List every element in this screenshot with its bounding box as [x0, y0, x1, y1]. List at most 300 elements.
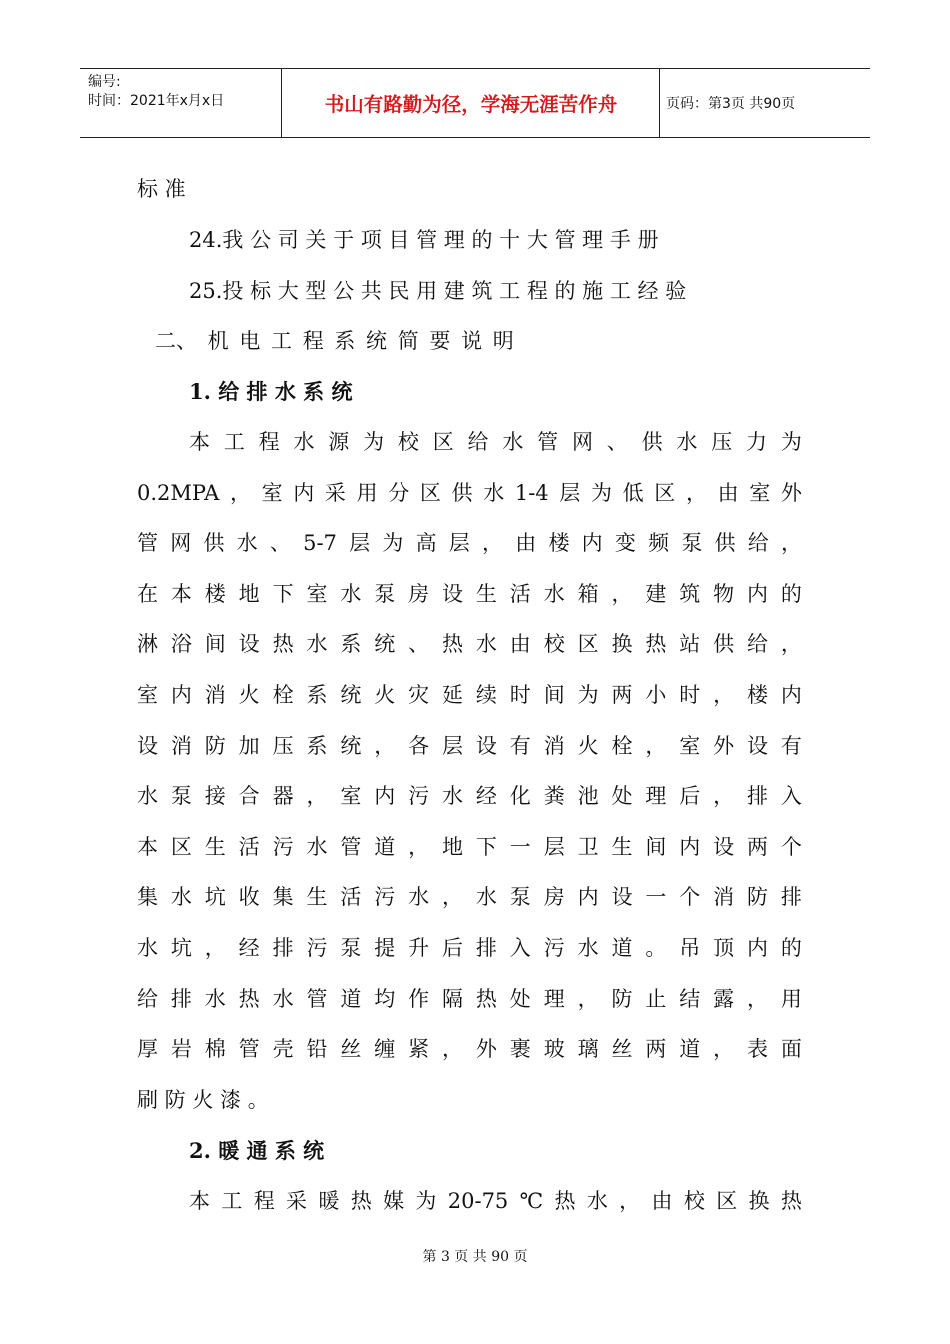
paragraph-glyph: 水 — [137, 936, 158, 960]
paragraph-glyph: 层 — [349, 531, 371, 556]
paragraph-glyph: 管 — [340, 834, 362, 859]
paragraph-glyph: 供 — [203, 531, 225, 556]
paragraph-glyph: 热 — [780, 1189, 802, 1213]
paragraph-glyph: 面 — [780, 1037, 802, 1062]
paragraph-glyph: 房 — [408, 581, 430, 606]
paragraph-glyph: 经 — [475, 784, 497, 809]
paragraph-glyph: 污 — [306, 936, 328, 960]
paragraph-glyph: ， — [645, 733, 667, 758]
paragraph-glyph: 本 — [189, 430, 210, 454]
paragraph-glyph: 升 — [408, 936, 430, 960]
paragraph-glyph: 为 — [415, 1189, 437, 1213]
paragraph-glyph: 时 — [509, 683, 531, 707]
paragraph-glyph: 下 — [272, 581, 294, 606]
paragraph-glyph: ， — [204, 936, 226, 960]
paragraph-glyph: 0.2MPA — [137, 480, 220, 505]
paragraph-glyph: 管 — [238, 1037, 260, 1062]
paragraph-glyph: 层 — [448, 531, 470, 556]
paragraph-glyph: 接 — [204, 784, 226, 809]
paragraph-glyph: 供 — [451, 480, 473, 505]
paragraph-glyph: ， — [619, 1189, 641, 1213]
paragraph-glyph: 水 — [577, 936, 599, 960]
paragraph-glyph: 活 — [509, 581, 531, 606]
paragraph-glyph: 收 — [238, 885, 260, 910]
paragraph-glyph: 换 — [748, 1189, 770, 1213]
paragraph-glyph: 污 — [374, 885, 396, 910]
paragraph-glyph: 生 — [306, 885, 328, 910]
paragraph-glyph: 设 — [713, 834, 735, 859]
paragraph-line — [137, 883, 802, 911]
paragraph-glyph: 两 — [611, 683, 633, 707]
paragraph-line — [137, 1035, 802, 1063]
page-footer: 第 3 页 共 90 页 — [422, 1249, 528, 1265]
paragraph-glyph: 力 — [746, 430, 767, 454]
paragraph-glyph: 水 — [408, 885, 430, 910]
paragraph-glyph: ℃ — [519, 1189, 544, 1213]
paragraph-glyph: 由 — [651, 1189, 673, 1213]
paragraph-glyph: 道 — [611, 936, 633, 960]
paragraph-glyph: 两 — [747, 834, 769, 859]
paragraph-glyph: 区 — [654, 480, 676, 505]
paragraph-glyph: 的 — [780, 581, 802, 606]
paragraph-glyph: 铅 — [306, 1037, 328, 1062]
paragraph-glyph: 水 — [306, 834, 328, 859]
paragraph-glyph: 换 — [611, 632, 633, 657]
paragraph-glyph: 坑 — [204, 885, 226, 910]
paragraph-glyph: 压 — [711, 430, 733, 454]
paragraph-glyph: 活 — [238, 834, 260, 859]
paragraph-glyph: 内 — [293, 480, 315, 505]
paragraph-glyph: 由 — [509, 632, 531, 657]
paragraph-glyph: 丝 — [340, 1037, 362, 1062]
paragraph-glyph: 外 — [475, 1037, 497, 1062]
paragraph-glyph: 栓 — [611, 733, 633, 758]
header-divider-right — [659, 69, 660, 137]
paragraph-glyph: 内 — [581, 531, 603, 556]
paragraph-glyph: ， — [713, 683, 735, 707]
paragraph-glyph: 管 — [137, 531, 158, 556]
line-standard: 标 准 — [137, 177, 186, 201]
paragraph-glyph: 管 — [306, 986, 328, 1011]
paragraph-line — [137, 630, 802, 658]
paragraph-glyph: 程 — [253, 1189, 275, 1213]
paragraph-glyph: 入 — [509, 936, 531, 960]
paragraph-glyph: 统 — [340, 683, 362, 707]
paragraph-glyph: 吊 — [679, 936, 701, 960]
paragraph-glyph: 消 — [543, 733, 565, 758]
paragraph-glyph: 校 — [543, 632, 565, 657]
paragraph-glyph: 室 — [306, 581, 328, 606]
paragraph-glyph: 校 — [683, 1189, 705, 1213]
paragraph-glyph: 内 — [747, 936, 769, 960]
time-label: 时间：2021年x月x日 — [88, 93, 225, 109]
paragraph-glyph: 后 — [442, 936, 464, 960]
paragraph-glyph: 设 — [238, 632, 260, 657]
paragraph-glyph: 水 — [502, 430, 524, 454]
document-header — [80, 68, 870, 138]
paragraph-line — [137, 782, 802, 810]
paragraph-glyph: 下 — [475, 834, 497, 859]
paragraph-glyph: 一 — [645, 885, 667, 910]
paragraph-glyph: 璃 — [577, 1037, 599, 1062]
paragraph-glyph: 用 — [780, 986, 802, 1011]
paragraph-glyph: 作 — [408, 986, 430, 1011]
paragraph-glyph: 水 — [137, 784, 158, 809]
paragraph-glyph: 排 — [475, 936, 497, 960]
paragraph-glyph: 排 — [747, 784, 769, 809]
paragraph-line — [137, 529, 802, 557]
paragraph-glyph: ， — [408, 834, 430, 859]
paragraph-glyph: 外 — [713, 733, 735, 758]
paragraph-glyph: 统 — [340, 733, 362, 758]
paragraph-glyph: 均 — [374, 986, 396, 1011]
header-divider-left — [281, 69, 282, 137]
paragraph-glyph: 水 — [475, 885, 497, 910]
paragraph-glyph: 频 — [648, 531, 670, 556]
paragraph-glyph: 区 — [577, 632, 599, 657]
section-heading: 二、 机 电 工 程 系 统 简 要 说 明 — [155, 329, 514, 353]
paragraph-glyph: 网 — [571, 430, 593, 454]
paragraph-glyph: 地 — [442, 834, 464, 859]
paragraph-glyph: 热 — [645, 632, 667, 657]
paragraph-glyph: 由 — [515, 531, 537, 556]
paragraph-glyph: 道 — [340, 986, 362, 1011]
paragraph-glyph: 厚 — [137, 1037, 158, 1062]
header-info — [88, 73, 224, 111]
paragraph-glyph: 给 — [747, 531, 769, 556]
paragraph-glyph: 淋 — [137, 632, 158, 657]
paragraph-glyph: 内 — [679, 834, 701, 859]
paragraph-glyph: 后 — [679, 784, 701, 809]
number-label: 编号: — [88, 74, 121, 90]
paragraph-glyph: 箱 — [577, 581, 599, 606]
paragraph-glyph: 岩 — [170, 1037, 192, 1062]
paragraph-glyph: 污 — [272, 834, 294, 859]
paragraph-glyph: 给 — [137, 986, 158, 1011]
paragraph-glyph: 间 — [645, 834, 667, 859]
paragraph-glyph: 统 — [374, 632, 396, 657]
paragraph-glyph: 5-7 — [303, 531, 337, 556]
paragraph-glyph: 、 — [408, 632, 430, 657]
paragraph-glyph: 采 — [286, 1189, 308, 1213]
paragraph-glyph: 室 — [749, 480, 771, 505]
paragraph-glyph: 系 — [340, 632, 362, 657]
paragraph-glyph: 缠 — [374, 1037, 396, 1062]
paragraph-glyph: 工 — [223, 430, 245, 454]
paragraph-glyph: 加 — [238, 733, 260, 758]
paragraph-glyph: 设 — [475, 733, 497, 758]
paragraph-glyph: 低 — [622, 480, 644, 505]
paragraph-glyph: 区 — [419, 480, 441, 505]
paragraph-glyph: ， — [780, 632, 802, 657]
paragraph-glyph: 水 — [170, 885, 192, 910]
paragraph-glyph: 生 — [475, 581, 497, 606]
paragraph-glyph: 内 — [170, 683, 192, 707]
paragraph-glyph: 消 — [204, 683, 226, 707]
paragraph-glyph: 个 — [780, 834, 802, 859]
paragraph-glyph: 火 — [374, 683, 396, 707]
paragraph-glyph: 为 — [577, 683, 599, 707]
paragraph-glyph: 水 — [475, 632, 497, 657]
paragraph-glyph: 裹 — [509, 1037, 531, 1062]
paragraph-glyph: 经 — [238, 936, 260, 960]
paragraph-glyph: 供 — [641, 430, 663, 454]
paragraph-glyph: 火 — [238, 683, 260, 707]
paragraph-glyph: 本 — [189, 1189, 210, 1213]
paragraph-glyph: ， — [229, 480, 251, 505]
paragraph-glyph: 污 — [543, 936, 565, 960]
paragraph-glyph: 间 — [543, 683, 565, 707]
paragraph-glyph: 理 — [543, 986, 565, 1011]
paragraph-glyph: 两 — [645, 1037, 667, 1062]
paragraph-glyph: ， — [482, 531, 504, 556]
paragraph-glyph: 理 — [645, 784, 667, 809]
paragraph-glyph: 水 — [483, 480, 505, 505]
paragraph-glyph: 给 — [747, 632, 769, 657]
paragraph-line — [189, 428, 802, 456]
paragraph-glyph: 道 — [374, 834, 396, 859]
paragraph-glyph: 设 — [137, 733, 158, 758]
paragraph-glyph: 内 — [747, 581, 769, 606]
paragraph-glyph: 压 — [272, 733, 294, 758]
paragraph-glyph: 热 — [238, 986, 260, 1011]
paragraph-glyph: 、 — [269, 531, 291, 556]
paragraph-glyph: 水 — [586, 1189, 608, 1213]
paragraph-glyph: 有 — [509, 733, 531, 758]
paragraph-glyph: 玻 — [543, 1037, 565, 1062]
paragraph-glyph: 校 — [397, 430, 419, 454]
paragraph-glyph: 水 — [442, 784, 464, 809]
header-motto: 书山有路勤为径，学海无涯苦作舟 — [324, 93, 618, 116]
paragraph-glyph: 区 — [170, 834, 192, 859]
paragraph-glyph: 有 — [780, 733, 802, 758]
paragraph-glyph: 水 — [204, 986, 226, 1011]
paragraph-glyph: 分 — [388, 480, 410, 505]
paragraph-glyph: 站 — [679, 632, 701, 657]
paragraph-line — [137, 934, 802, 962]
paragraph-glyph: 排 — [170, 986, 192, 1011]
paragraph-glyph: 室 — [679, 733, 701, 758]
paragraph-glyph: 物 — [713, 581, 735, 606]
paragraph-glyph: 系 — [306, 683, 328, 707]
paragraph-glyph: 变 — [614, 531, 636, 556]
paragraph-glyph: 管 — [537, 430, 559, 454]
paragraph-glyph: 泵 — [374, 581, 396, 606]
paragraph-glyph: 提 — [374, 936, 396, 960]
paragraph-line — [137, 833, 802, 861]
paragraph-glyph: 层 — [559, 480, 581, 505]
paragraph-glyph: 污 — [408, 784, 430, 809]
paragraph-glyph: 壳 — [272, 1037, 294, 1062]
paragraph-glyph: 楼 — [548, 531, 570, 556]
paragraph-glyph: 集 — [137, 885, 158, 910]
paragraph-glyph: 网 — [170, 531, 192, 556]
paragraph-glyph: 由 — [717, 480, 739, 505]
paragraph-glyph: 坑 — [170, 936, 192, 960]
paragraph-glyph: 内 — [577, 885, 599, 910]
paragraph-glyph: 器 — [272, 784, 294, 809]
paragraph-glyph: 系 — [306, 733, 328, 758]
paragraph-glyph: 热 — [272, 632, 294, 657]
paragraph-glyph: 续 — [475, 683, 497, 707]
paragraph-glyph: 泵 — [170, 784, 192, 809]
paragraph-glyph: 防 — [747, 885, 769, 910]
paragraph-glyph: 、 — [606, 430, 628, 454]
paragraph-glyph: 露 — [713, 986, 735, 1011]
paragraph-glyph: 丝 — [611, 1037, 633, 1062]
paragraph-glyph: 水 — [272, 986, 294, 1011]
paragraph-glyph: 生 — [611, 834, 633, 859]
paragraph-glyph: 。 — [645, 936, 667, 960]
paragraph-glyph: 消 — [170, 733, 192, 758]
paragraph-glyph: 房 — [543, 885, 565, 910]
paragraph-glyph: 供 — [714, 531, 736, 556]
header-page-label: 页码：第3页 共90页 — [666, 96, 796, 112]
paragraph-glyph: 棉 — [204, 1037, 226, 1062]
paragraph-glyph: 本 — [137, 834, 158, 859]
paragraph-glyph: 筑 — [679, 581, 701, 606]
paragraph-glyph: 热 — [350, 1189, 372, 1213]
subsection-heading-1: 1. 给 排 水 系 统 — [189, 379, 353, 404]
paragraph-glyph: 为 — [363, 430, 385, 454]
paragraph-glyph: 结 — [679, 986, 701, 1011]
paragraph-glyph: 给 — [467, 430, 489, 454]
paragraph-glyph: 灾 — [408, 683, 430, 707]
paragraph-glyph: 道 — [679, 1037, 701, 1062]
paragraph-glyph: 各 — [408, 733, 430, 758]
paragraph-glyph: 为 — [382, 531, 404, 556]
paragraph-glyph: ， — [442, 885, 464, 910]
paragraph-glyph: ， — [374, 733, 396, 758]
paragraph-glyph: 水 — [236, 531, 258, 556]
paragraph-glyph: 泵 — [340, 936, 362, 960]
paragraph-glyph: 防 — [611, 986, 633, 1011]
paragraph-line — [137, 681, 802, 709]
paragraph-glyph: ， — [685, 480, 707, 505]
paragraph-glyph: 消 — [713, 885, 735, 910]
paragraph-line — [137, 479, 802, 507]
list-item-24: 24.我 公 司 关 于 项 目 管 理 的 十 大 管 理 手 册 — [189, 228, 659, 252]
paragraph-glyph: 个 — [679, 885, 701, 910]
paragraph-line — [137, 732, 802, 760]
paragraph-line — [137, 580, 802, 608]
paragraph-glyph: 层 — [442, 733, 464, 758]
paragraph-glyph: 集 — [272, 885, 294, 910]
paragraph-glyph: 楼 — [204, 581, 226, 606]
paragraph-glyph: 水 — [340, 581, 362, 606]
paragraph-glyph: ， — [306, 784, 328, 809]
paragraph-glyph: 建 — [645, 581, 667, 606]
paragraph-glyph: 顶 — [713, 936, 735, 960]
paragraph-glyph: 时 — [679, 683, 701, 707]
paragraph-glyph: ， — [747, 986, 769, 1011]
paragraph-glyph: 水 — [293, 430, 315, 454]
paragraph-glyph: 排 — [272, 936, 294, 960]
paragraph-glyph: 外 — [780, 480, 802, 505]
paragraph-glyph: 粪 — [543, 784, 565, 809]
paragraph-glyph: 化 — [509, 784, 531, 809]
paragraph-glyph: 用 — [356, 480, 378, 505]
paragraph-glyph: ， — [577, 986, 599, 1011]
paragraph-glyph: 供 — [713, 632, 735, 657]
paragraph-glyph: 水 — [676, 430, 698, 454]
paragraph-glyph: 一 — [509, 834, 531, 859]
paragraph-glyph: 处 — [509, 986, 531, 1011]
paragraph-glyph: 室 — [137, 683, 158, 707]
paragraph-glyph: 紧 — [408, 1037, 430, 1062]
paragraph-glyph: 工 — [221, 1189, 243, 1213]
paragraph-glyph: 热 — [554, 1189, 576, 1213]
paragraph-glyph: 入 — [780, 784, 802, 809]
paragraph-glyph: ， — [611, 581, 633, 606]
paragraph-glyph: 层 — [543, 834, 565, 859]
paragraph-glyph: 活 — [340, 885, 362, 910]
paragraph-glyph: 采 — [324, 480, 346, 505]
paragraph-glyph: 热 — [442, 632, 464, 657]
paragraph-glyph: 内 — [374, 784, 396, 809]
paragraph-glyph: 延 — [442, 683, 464, 707]
paragraph-glyph: 排 — [780, 885, 802, 910]
paragraph-glyph: 媒 — [383, 1189, 405, 1213]
paragraph-glyph: 20-75 — [447, 1189, 509, 1213]
paragraph-glyph: ， — [780, 531, 802, 556]
paragraph-glyph: 楼 — [747, 683, 769, 707]
paragraph-glyph: 处 — [611, 784, 633, 809]
paragraph-glyph: 在 — [137, 581, 158, 606]
paragraph-glyph: 火 — [577, 733, 599, 758]
paragraph-glyph: 表 — [747, 1037, 769, 1062]
paragraph-glyph: 池 — [577, 784, 599, 809]
paragraph-glyph: 为 — [590, 480, 612, 505]
paragraph-glyph: 本 — [170, 581, 192, 606]
paragraph-last-line: 刷 防 火 漆 。 — [137, 1088, 269, 1112]
paragraph-glyph: 水 — [543, 581, 565, 606]
paragraph-line — [137, 985, 802, 1013]
paragraph-glyph: 为 — [780, 430, 802, 454]
paragraph-glyph: 间 — [204, 632, 226, 657]
paragraph-glyph: 栓 — [272, 683, 294, 707]
paragraph-glyph: 泵 — [509, 885, 531, 910]
paragraph-glyph: 源 — [328, 430, 350, 454]
paragraph-glyph: 设 — [442, 581, 464, 606]
paragraph-glyph: 室 — [261, 480, 283, 505]
paragraph-glyph: ， — [442, 1037, 464, 1062]
paragraph-glyph: 高 — [415, 531, 437, 556]
paragraph-glyph: 1-4 — [514, 480, 549, 505]
paragraph-glyph: 生 — [204, 834, 226, 859]
paragraph-glyph: 止 — [645, 986, 667, 1011]
paragraph-glyph: 地 — [238, 581, 260, 606]
paragraph-glyph: 室 — [340, 784, 362, 809]
paragraph-glyph: ， — [713, 1037, 735, 1062]
paragraph-glyph: 程 — [258, 430, 280, 454]
paragraph-glyph: 浴 — [170, 632, 192, 657]
paragraph-glyph: 内 — [780, 683, 802, 707]
list-item-25: 25.投 标 大 型 公 共 民 用 建 筑 工 程 的 施 工 经 验 — [189, 279, 687, 303]
paragraph-glyph: 隔 — [442, 986, 464, 1011]
paragraph-glyph: 区 — [716, 1189, 738, 1213]
paragraph-glyph: 合 — [238, 784, 260, 809]
paragraph-glyph: 热 — [475, 986, 497, 1011]
paragraph-glyph: 设 — [611, 885, 633, 910]
paragraph-glyph: 的 — [780, 936, 802, 960]
paragraph-glyph: 水 — [306, 632, 328, 657]
paragraph-glyph: 卫 — [577, 834, 599, 859]
paragraph-glyph: 区 — [432, 430, 454, 454]
paragraph-glyph: 设 — [747, 733, 769, 758]
subsection-heading-2: 2. 暖 通 系 统 — [189, 1138, 325, 1163]
paragraph-glyph: 泵 — [681, 531, 703, 556]
